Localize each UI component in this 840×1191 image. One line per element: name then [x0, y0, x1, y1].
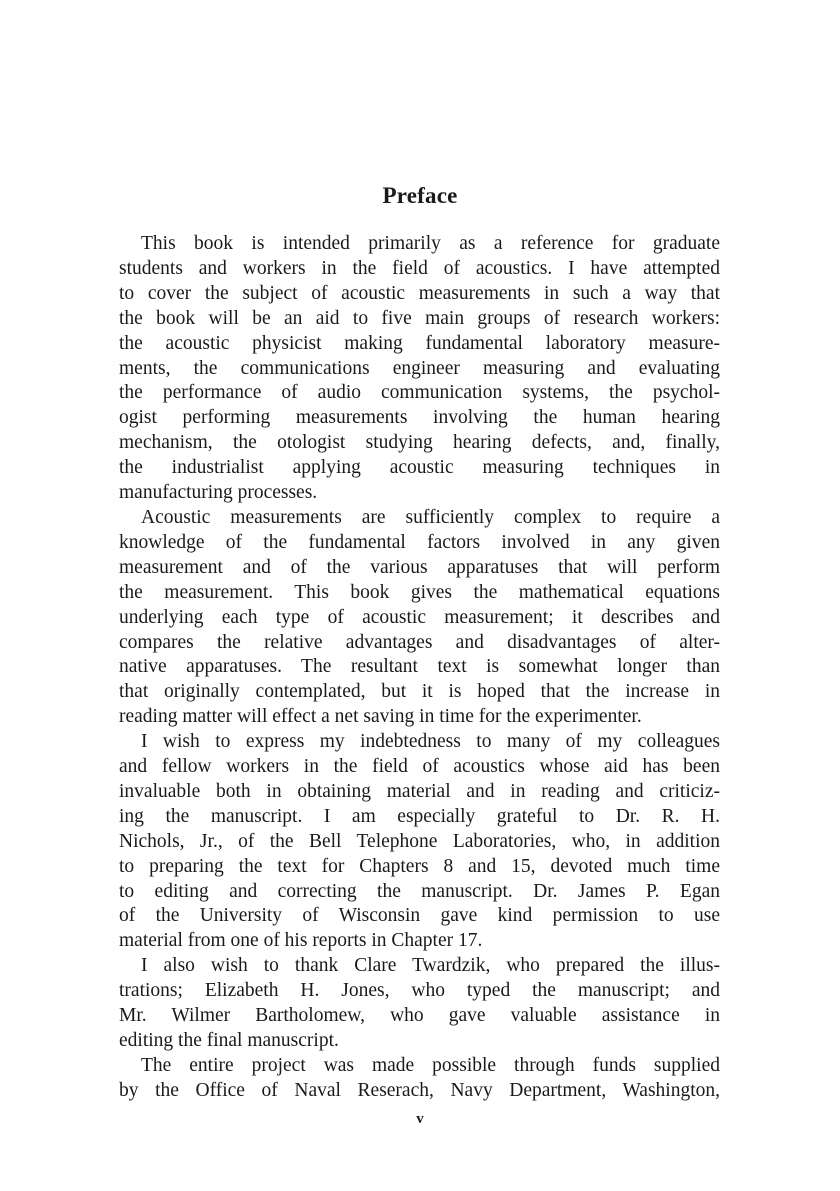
text-line: This book is intended primarily as a reference for graduate [141, 233, 720, 254]
preface-paragraph [119, 232, 720, 506]
text-line: the industrialist applying acoustic measuring techniques in [119, 457, 720, 479]
text-line: invaluable both in obtaining material and in reading and criticiz- [119, 780, 720, 802]
text-line: material from one of his reports in Chapter 17. [119, 930, 483, 952]
text-line: the book will be an aid to five main groups of research workers: [119, 307, 720, 329]
preface-paragraph [119, 506, 720, 730]
text-line: Mr. Wilmer Bartholomew, who gave valuable assistance in [119, 1005, 720, 1027]
text-line: knowledge of the fundamental factors involved in any given [119, 531, 720, 553]
text-line: ogist performing measurements involving the human hearing [119, 407, 720, 429]
text-line: the measurement. This book gives the mathematical equations [119, 581, 720, 603]
page-number: v [416, 1111, 424, 1127]
text-line: students and workers in the field of acoustics. I have attempted [119, 257, 720, 279]
text-line: measurement and of the various apparatuses that will perform [119, 556, 720, 578]
text-line: to editing and correcting the manuscript. Dr. James P. Egan [119, 880, 720, 902]
text-line: the acoustic physicist making fundamental laboratory measure- [119, 332, 720, 354]
text-line: Nichols, Jr., of the Bell Telephone Laboratories, who, in addition [119, 830, 720, 852]
text-line: ments, the communications engineer measuring and evaluating [119, 357, 720, 379]
text-line: compares the relative advantages and disadvantages of alter- [119, 631, 720, 653]
text-line: to preparing the text for Chapters 8 and 15, devoted much time [119, 855, 720, 877]
text-line: reading matter will effect a net saving in time for the experimenter. [119, 706, 642, 728]
preface-paragraph [119, 730, 720, 954]
text-line: mechanism, the otologist studying hearing defects, and, finally, [119, 432, 720, 454]
text-line: Acoustic measurements are sufficiently complex to require a [141, 506, 720, 528]
text-line: The entire project was made possible through funds supplied [141, 1054, 720, 1076]
text-line: editing the final manuscript. [119, 1030, 339, 1051]
text-line: to cover the subject of acoustic measurements in such a way that [119, 282, 720, 304]
text-line: the performance of audio communication systems, the psychol- [119, 382, 720, 404]
text-line: manufacturing processes. [119, 482, 318, 504]
text-line: native apparatuses. The resultant text is somewhat longer than [119, 656, 720, 678]
text-line: by the Office of Naval Reserach, Navy Department, Washington, [119, 1079, 720, 1101]
text-line: ing the manuscript. I am especially grateful to Dr. R. H. [119, 805, 720, 827]
text-line: and fellow workers in the field of acoustics whose aid has been [119, 756, 720, 778]
text-line: of the University of Wisconsin gave kind permission to use [119, 905, 720, 927]
preface-paragraph [119, 954, 720, 1054]
page-title: Preface [382, 183, 458, 208]
text-line: trations; Elizabeth H. Jones, who typed the manuscript; and [119, 980, 720, 1002]
text-line: I wish to express my indebtedness to many of my colleagues [141, 731, 720, 753]
text-line: underlying each type of acoustic measurement; it describes and [119, 606, 720, 628]
preface-body [119, 232, 720, 1104]
text-line: that originally contemplated, but it is hoped that the increase in [119, 681, 720, 703]
preface-paragraph [119, 1054, 720, 1104]
text-line: I also wish to thank Clare Twardzik, who prepared the illus- [141, 955, 720, 977]
